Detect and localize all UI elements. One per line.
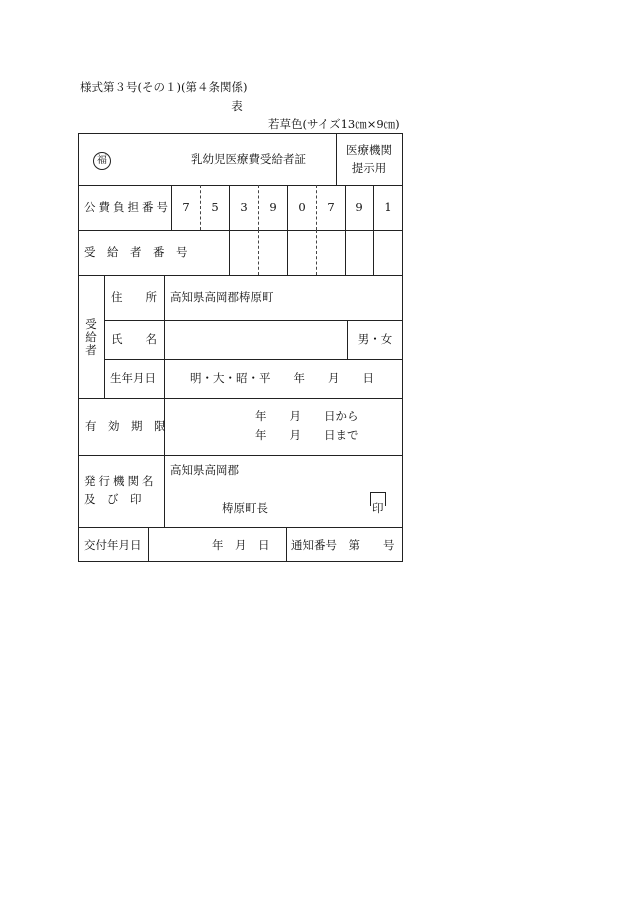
medical-label-line1: 医療機関 — [346, 143, 392, 157]
frame-top — [78, 133, 402, 134]
paper-note: 若草色(サイズ13㎝×9㎝) — [268, 117, 400, 131]
recipient-side-divider — [104, 275, 105, 398]
recipient-divider — [345, 230, 346, 275]
form-number: 様式第３号(その１)(第４条関係) — [80, 80, 248, 94]
payer-label: 公費負担番号 — [84, 200, 171, 214]
validity-label: 有 効 期 限 — [85, 419, 166, 433]
payer-digit: 9 — [269, 200, 277, 214]
payer-divider — [373, 185, 374, 230]
row-divider — [104, 320, 402, 321]
address-label: 住 所 — [111, 290, 157, 304]
payer-digit: 9 — [355, 200, 363, 214]
issuer-label-line1: 発行機関名 — [84, 474, 157, 488]
address-value: 高知県高岡郡梼原町 — [170, 290, 274, 304]
recipient-divider — [373, 230, 374, 275]
birth-value: 明・大・昭・平 年 月 日 — [190, 371, 374, 385]
payer-digit: 1 — [384, 200, 392, 214]
payer-digit: 0 — [298, 200, 306, 214]
row-divider — [78, 275, 402, 276]
issuer-prefecture: 高知県高岡郡 — [170, 463, 239, 477]
recipient-label-divider — [164, 275, 165, 398]
issuer-mayor: 梼原町長 — [222, 501, 268, 515]
row-divider — [78, 398, 402, 399]
row-divider — [78, 230, 402, 231]
payer-digit: 7 — [182, 200, 190, 214]
issue-date-value: 年 月 日 — [212, 538, 270, 552]
notice-label: 通知番号 第 号 — [291, 538, 395, 552]
validity-from: 年 月 日から — [255, 409, 359, 423]
seal-mark: 印 — [372, 501, 384, 515]
validity-to: 年 月 日まで — [255, 428, 359, 442]
issue-divider — [286, 527, 287, 561]
sex-value: 男・女 — [357, 332, 393, 346]
frame-bottom — [78, 561, 402, 562]
row-divider — [78, 185, 402, 186]
payer-digit-dash — [316, 185, 317, 230]
payer-digit: 5 — [211, 200, 219, 214]
recipient-divider — [229, 230, 230, 275]
name-label: 氏 名 — [111, 332, 157, 346]
issue-divider — [148, 527, 149, 561]
medical-label-line2: 提示用 — [351, 161, 387, 175]
sex-divider — [347, 320, 348, 359]
payer-divider — [287, 185, 288, 230]
row-divider — [78, 455, 402, 456]
recipient-divider — [287, 230, 288, 275]
recipient-digit-dash — [258, 230, 259, 275]
payer-digit: 3 — [240, 200, 248, 214]
validity-divider — [164, 398, 165, 527]
payer-digit-dash — [258, 185, 259, 230]
recipient-digit-dash — [316, 230, 317, 275]
card-title: 乳幼児医療費受給者証 — [191, 152, 306, 166]
payer-digit: 7 — [327, 200, 335, 214]
recipient-number-label: 受 給 者 番 号 — [84, 245, 188, 259]
payer-divider — [171, 185, 172, 230]
side-label: 表 — [231, 99, 243, 113]
frame-left — [78, 133, 79, 562]
row-divider — [104, 359, 402, 360]
issue-date-label: 交付年月日 — [84, 538, 142, 552]
frame-right — [402, 133, 403, 562]
recipient-side-label: 受給者 — [85, 317, 97, 357]
issuer-label-line2: 及 び 印 — [84, 492, 142, 506]
payer-divider — [229, 185, 230, 230]
payer-digit-dash — [200, 185, 201, 230]
welfare-seal-icon: 福 — [93, 152, 111, 170]
row-divider — [78, 527, 402, 528]
birth-label: 生年月日 — [110, 371, 156, 385]
title-divider — [336, 133, 337, 185]
payer-divider — [345, 185, 346, 230]
